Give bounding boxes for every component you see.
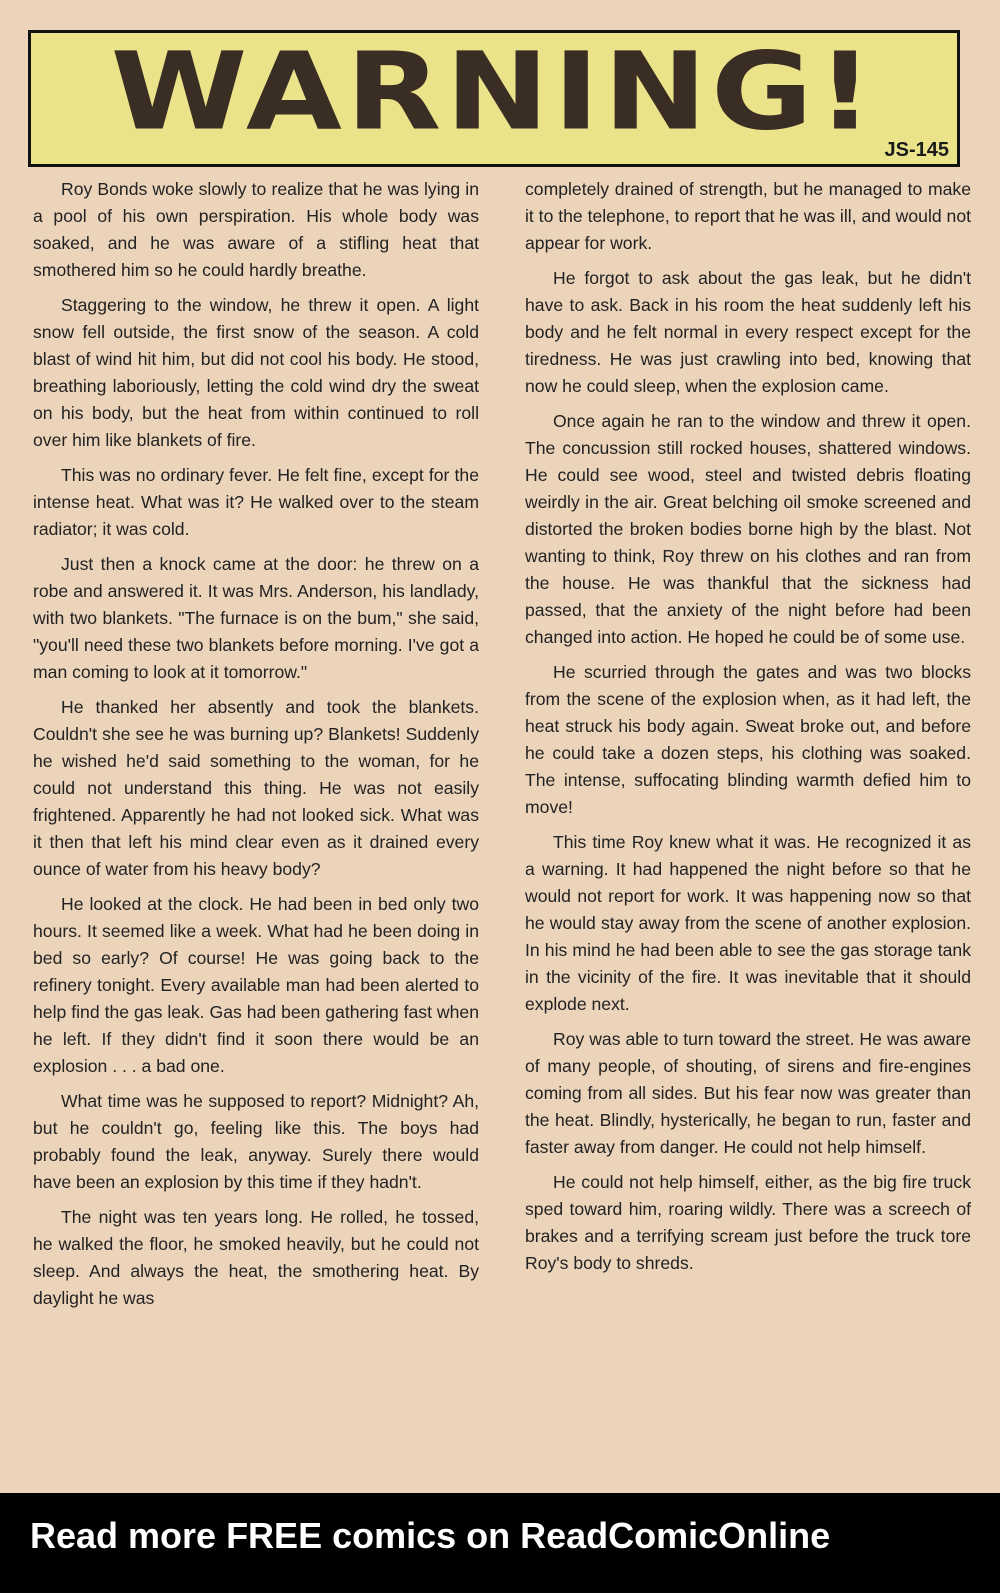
paragraph: He thanked her absently and took the blankets. Couldn't she see he was burning up? Blankets! Suddenly he wished he'd said something to the woman, for he could not understand this thing. He was not easily frightened. Apparently he had not looked sick. What was it then that left his mind clear even as it drained every ounce of water from his heavy body? bbox=[33, 697, 479, 879]
paragraph: This time Roy knew what it was. He recognized it as a warning. It had happened the night before so that he would not report for work. It was happening now so that he would stay away from the scene of another explosion. In his mind he had been able to see the gas storage tank in the vicinity of the fire. It was inevitable that it should explode next. bbox=[525, 832, 971, 1014]
story-code: JS-145 bbox=[884, 139, 949, 161]
paragraph: Roy was able to turn toward the street. He was aware of many people, of shouting, of sirens and fire-engines coming from all sides. But his fear now was greater than the heat. Blindly, hysterically, he began to run, faster and faster away from danger. He could not help himself. bbox=[525, 1029, 971, 1157]
paragraph: Staggering to the window, he threw it open. A light snow fell outside, the first snow of the season. A cold blast of wind hit him, but did not cool his body. He stood, breathing laboriously, letting the cold wind dry the sweat on his body, but the heat from within continued to roll over him like blankets of fire. bbox=[33, 295, 479, 450]
paragraph: Roy Bonds woke slowly to realize that he was lying in a pool of his own perspiration. His whole body was soaked, and he was aware of a stifling heat that smothered him so he could hardly breathe. bbox=[33, 179, 479, 280]
paragraph-continued: completely drained of strength, but he managed to make it to the telephone, to report that he was ill, and would not appear for work. bbox=[525, 179, 971, 253]
paragraph: He looked at the clock. He had been in bed only two hours. It seemed like a week. What had he been doing in bed so early? Of course! He was going back to the refinery tonight. Every available man had been alerted to help find the gas leak. Gas had been gathering fast when he left. If they didn't find it soon there would be an explosion . . . a bad one. bbox=[33, 894, 479, 1076]
paragraph: He scurried through the gates and was two blocks from the scene of the explosion when, as it had left, the heat struck his body again. Sweat broke out, and before he could take a dozen steps, his clothing was soaked. The intense, suffocating blinding warmth defied him to move! bbox=[525, 662, 971, 817]
paragraph: The night was ten years long. He rolled, he tossed, he walked the floor, he smoked heavily, but he could not sleep. And always the heat, the smothering heat. By daylight he was bbox=[33, 1207, 479, 1308]
paragraph: This was no ordinary fever. He felt fine, except for the intense heat. What was it? He walked over to the steam radiator; it was cold. bbox=[33, 465, 479, 539]
paragraph: He could not help himself, either, as the big fire truck sped toward him, roaring wildly. There was a screech of brakes and a terrifying scream just before the truck tore Roy's body to shreds. bbox=[525, 1172, 971, 1273]
paragraph: What time was he supposed to report? Midnight? Ah, but he couldn't go, feeling like this. The boys had probably found the leak, anyway. Surely there would have been an explosion by this time if they hadn't. bbox=[33, 1091, 479, 1192]
footer-banner bbox=[0, 1493, 1000, 1593]
right-column bbox=[525, 176, 971, 1285]
left-column bbox=[33, 176, 479, 1320]
paragraph: He forgot to ask about the gas leak, but he didn't have to ask. Back in his room the heat suddenly left his body and he felt normal in every respect except for the tiredness. He was just crawling into bed, knowing that now he could sleep, when the explosion came. bbox=[525, 268, 971, 396]
paragraph: Just then a knock came at the door: he threw on a robe and answered it. It was Mrs. Anderson, his landlady, with two blankets. "The furnace is on the bum," she said, "you'll need these two blankets before morning. I've got a man coming to look at it tomorrow." bbox=[33, 554, 479, 682]
page-title: WARNING! bbox=[110, 30, 878, 155]
title-banner bbox=[28, 30, 960, 167]
footer-promo-text: Read more FREE comics on ReadComicOnline bbox=[30, 1515, 831, 1556]
paragraph: Once again he ran to the window and threw it open. The concussion still rocked houses, shattered windows. He could see wood, steel and twisted debris floating weirdly in the air. Great belching oil smoke screened and distorted the broken bodies borne high by the blast. Not wanting to think, Roy threw on his clothes and ran from the house. He was thankful that the sickness had passed, that the anxiety of the night before had been changed into action. He hoped he could be of some use. bbox=[525, 411, 971, 647]
